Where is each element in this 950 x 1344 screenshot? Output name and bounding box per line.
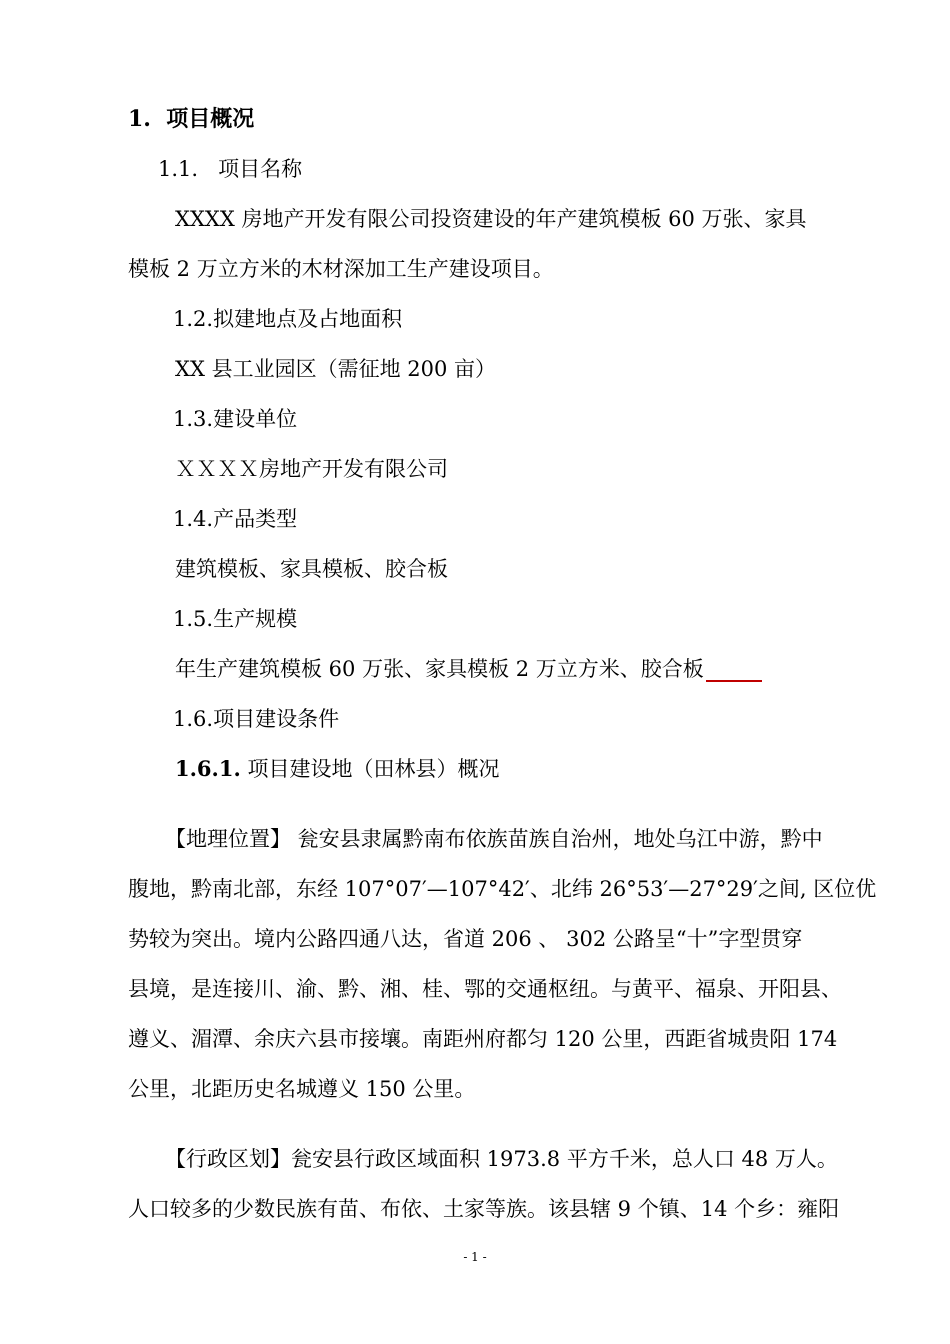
geo-line5: 遵义、湄潭、余庆六县市接壤。南距州府都匀 120 公里，西距省城贵阳 174 <box>128 1027 838 1051</box>
subsection-title: 项目建设地（田林县）概况 <box>247 757 500 781</box>
admin-line1 <box>165 1145 838 1173</box>
red-underline-mark <box>706 680 762 682</box>
geo-line2: 腹地，黔南北部，东经 107°07′—107°42′、北纬 26°53′—27°29′之间, 区位优 <box>128 877 877 901</box>
project-name-line1: XXXX 房地产开发有限公司投资建设的年产建筑模板 60 万张、家具 <box>175 207 807 231</box>
subsection-number: 1.1. <box>158 157 199 181</box>
construction-unit-text: ＸＸＸＸ房地产开发有限公司 <box>175 457 448 481</box>
subsection-1-5: 1.5.生产规模 <box>173 607 298 631</box>
section-heading-1 <box>128 105 254 133</box>
geo-line1 <box>165 825 823 853</box>
subsection-1-1 <box>158 155 302 183</box>
geo-text-1: 瓮安县隶属黔南布依族苗族自治州，地处乌江中游，黔中 <box>291 827 823 851</box>
heading-title: 项目概况 <box>166 106 255 132</box>
location-text: XX 县工业园区（需征地 200 亩） <box>175 357 497 381</box>
geo-label: 【地理位置】 <box>165 827 291 851</box>
subsection-title: 项目名称 <box>218 157 303 181</box>
project-name-line2: 模板 2 万立方米的木材深加工生产建设项目。 <box>128 257 554 281</box>
production-scale-text: 年生产建筑模板 60 万张、家具模板 2 万立方米、胶合板 <box>175 657 704 681</box>
geo-line6: 公里，北距历史名城遵义 150 公里。 <box>128 1077 476 1101</box>
subsection-number: 1.6.1. <box>175 756 241 781</box>
subsection-1-6-1 <box>175 755 499 783</box>
subsection-1-3: 1.3.建设单位 <box>173 407 298 431</box>
production-scale-line <box>175 655 762 683</box>
subsection-1-6: 1.6.项目建设条件 <box>173 707 340 731</box>
heading-number: 1. <box>128 106 151 132</box>
geo-line3: 势较为突出。境内公路四通八达，省道 206 、 302 公路呈“十”字型贯穿 <box>128 927 803 951</box>
page-number: - 1 - <box>463 1250 487 1264</box>
product-types-text: 建筑模板、家具模板、胶合板 <box>175 557 448 581</box>
subsection-1-4: 1.4.产品类型 <box>173 507 298 531</box>
subsection-1-2: 1.2.拟建地点及占地面积 <box>173 307 403 331</box>
geo-line4: 县境，是连接川、渝、黔、湘、桂、鄂的交通枢纽。与黄平、福泉、开阳县、 <box>128 977 842 1001</box>
admin-label: 【行政区划】 <box>165 1147 291 1171</box>
admin-line2: 人口较多的少数民族有苗、布依、土家等族。该县辖 9 个镇、14 个乡：雍阳 <box>128 1197 840 1221</box>
admin-text-1: 瓮安县行政区域面积 1973.8 平方千米，总人口 48 万人。 <box>291 1147 838 1171</box>
